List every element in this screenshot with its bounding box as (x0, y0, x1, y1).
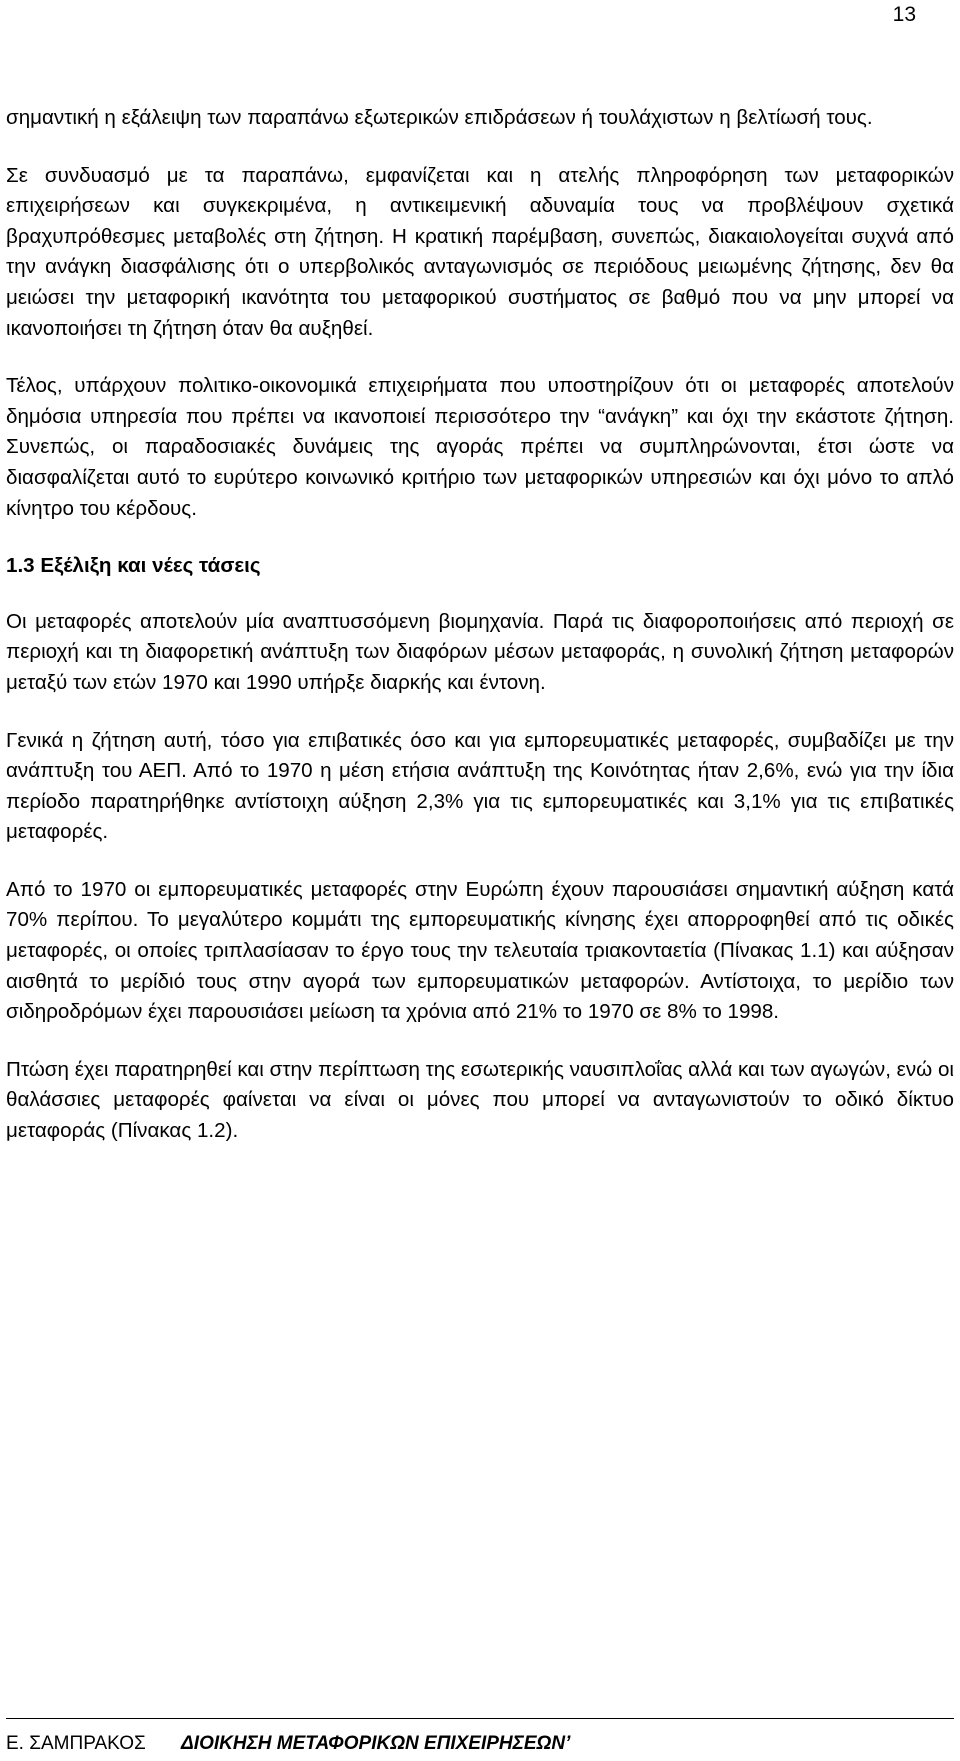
footer-title: ΔΙΟΙΚΗΣΗ ΜΕΤΑΦΟΡΙΚΩΝ ΕΠΙΧΕΙΡΗΣΕΩΝ’ (181, 1733, 571, 1754)
section-heading: 1.3 Εξέλιξη και νέες τάσεις (6, 554, 261, 578)
document-body (6, 103, 954, 1174)
paragraph-6: Από το 1970 οι εμπορευματικές μεταφορές στην Ευρώπη έχουν παρουσιάσει σημαντική αύξηση κατά 70% περίπου. Το μεγαλύτερο κομμάτι της εμπορευματικής κίνησης έχει απορροφηθεί από τις οδικές μεταφορές, οι οποίες τριπλασίασαν το έργο τους την τελευταία τριακονταετία (Πίνακας 1.1) και αύξησαν αισθητά το μερίδιό τους στην αγορά των εμπορευματικών μεταφορών. Αντίστοιχα, το μερίδιο των σιδηροδρόμων έχει παρουσιάσει μείωση τα χρόνια από 21% το 1970 σε 8% το 1998. (6, 877, 954, 1024)
footer-author: Ε. ΣΑΜΠΡΑΚΟΣ (6, 1733, 146, 1754)
paragraph-5: Γενικά η ζήτηση αυτή, τόσο για επιβατικές όσο και για εμπορευματικές μεταφορές, συμβαδίζει με την ανάπτυξη του ΑΕΠ. Από το 1970 η μέση ετήσια ανάπτυξη της Κοινότητας ήταν 2,6%, ενώ για την ίδια περίοδο παρατηρήθηκε αντίστοιχη αύξηση 2,3% για τις εμπορευματικές και 3,1% για τις επιβατικές μεταφορές. (6, 728, 954, 844)
page-footer (6, 1718, 954, 1755)
paragraph-1: σημαντική η εξάλειψη των παραπάνω εξωτερικών επιδράσεων ή τουλάχιστων η βελτίωσή τους. (6, 106, 873, 129)
paragraph-3: Τέλος, υπάρχουν πολιτικο-οικονομικά επιχειρήματα που υποστηρίζουν ότι οι μεταφορές αποτελούν δημόσια υπηρεσία που πρέπει να ικανοποιεί περισσότερο την “ανάγκη” και όχι την εκάστοτε ζήτηση. Συνεπώς, οι παραδοσιακές δυνάμεις της αγοράς πρέπει να συμπληρώνονται, έτσι ώστε να διασφαλίζεται αυτό το ευρύτερο κοινωνικό κριτήριο των μεταφορικών υπηρεσιών και όχι μόνο το απλό κίνητρο του κέρδους. (6, 374, 954, 520)
page-number: 13 (892, 3, 916, 26)
paragraph-4: Οι μεταφορές αποτελούν μία αναπτυσσόμενη βιομηχανία. Παρά τις διαφοροποιήσεις από περιοχή σε περιοχή και τη διαφορετική ανάπτυξη των διαφόρων μέσων μεταφοράς, η συνολική ζήτηση μεταφορών μεταξύ των ετών 1970 και 1990 υπήρξε διαρκής και έντονη. (6, 609, 954, 694)
paragraph-2: Σε συνδυασμό με τα παραπάνω, εμφανίζεται και η ατελής πληροφόρηση των μεταφορικών επιχειρήσεων και συγκεκριμένα, η αντικειμενική αδυναμία τους να προβλέψουν σχετικά βραχυπρόθεσμες μεταβολές στη ζήτηση. Η κρατική παρέμβαση, συνεπώς, διακαιολογείται συχνά από την ανάγκη διασφάλισης ότι ο υπερβολικός ανταγωνισμός σε περιόδους μειωμένης ζήτησης, δεν θα μειώσει την μεταφορική ικανότητα του μεταφορικού συστήματος σε βαθμό που να μην μπορεί να ικανοποιήσει τη ζήτηση όταν θα αυξηθεί. (6, 163, 954, 340)
paragraph-7: Πτώση έχει παρατηρηθεί και στην περίπτωση της εσωτερικής ναυσιπλοΐας αλλά και των αγωγών, ενώ οι θαλάσσιες μεταφορές φαίνεται να είναι οι μόνες που μπορεί να ανταγωνιστούν το οδικό δίκτυο μεταφοράς (Πίνακας 1.2). (6, 1057, 954, 1143)
